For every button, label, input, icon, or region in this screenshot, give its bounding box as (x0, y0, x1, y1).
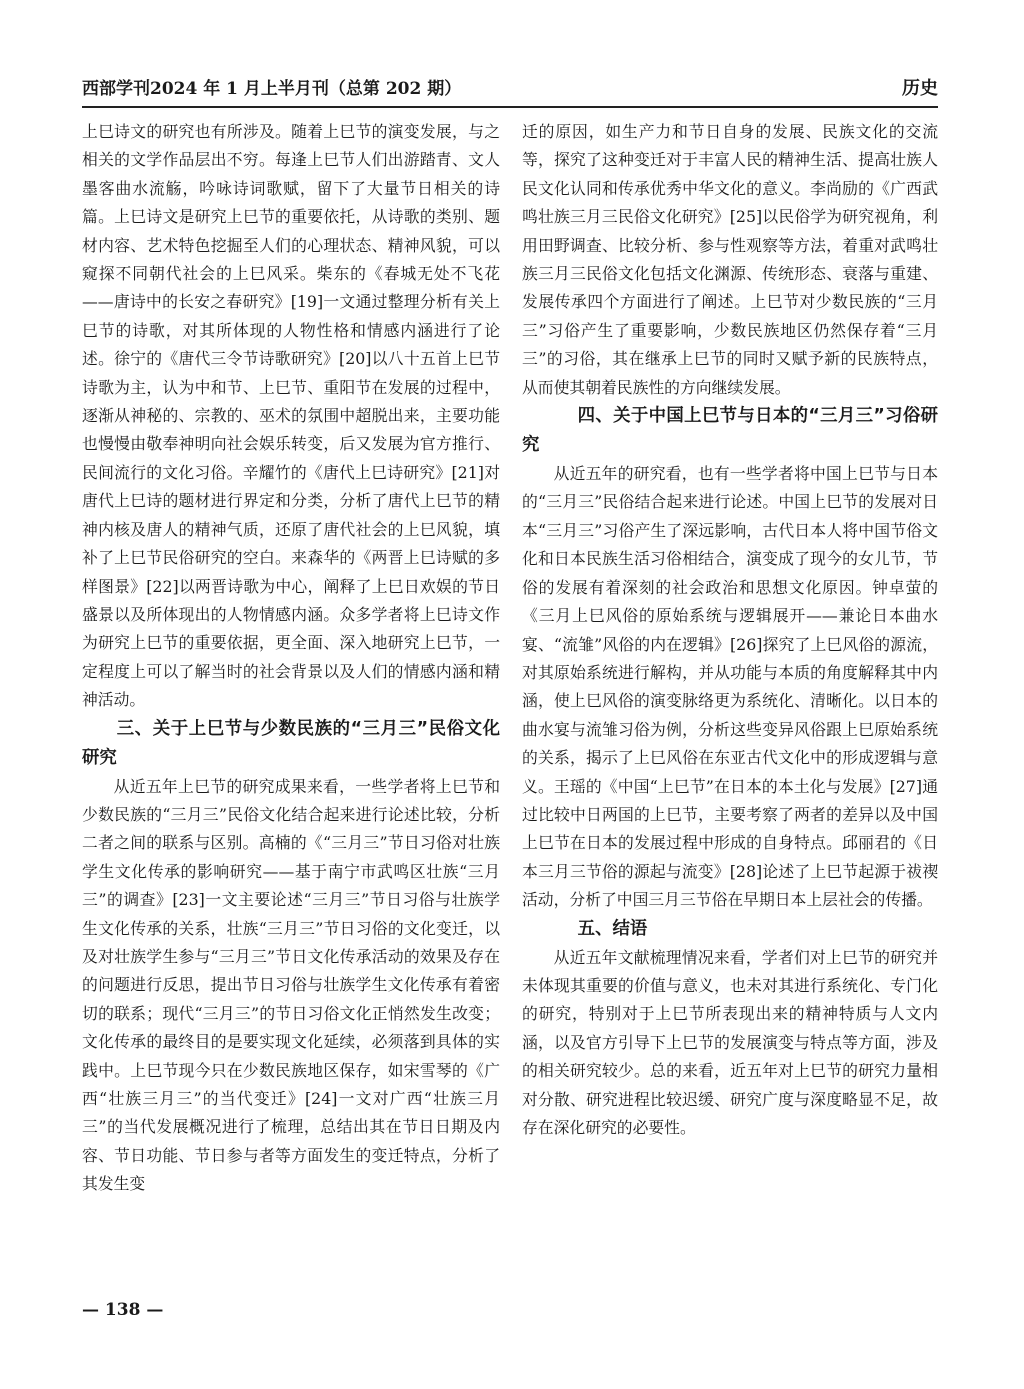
journal-issue-line (82, 74, 461, 99)
issue-info: 2024 年 1 月上半月刊（总第 202 期） (150, 79, 462, 99)
paragraph: 从近五年文献梳理情况来看，学者们对上巳节的研究并未体现其重要的价值与意义，也未对其进行系统化、专门化的研究，特别对于上巳节所表现出来的精神特质与人文内涵，以及官方引导下上巳节的发展演变与特点等方面，涉及的相关研究较少。总的来看，近五年对上巳节的研究力量相对分散、研究进程比较迟缓、研究广度与深度略显不足，故存在深化研究的必要性。 (522, 947, 938, 1137)
left-column (82, 118, 500, 1199)
paragraph: 从近五年上巳节的研究成果来看，一些学者将上巳节和少数民族的“三月三”民俗文化结合起来进行论述比较，分析二者之间的联系与区别。高楠的《“三月三”节日习俗对壮族学生文化传承的影响研究——基于南宁市武鸣区壮族“三月三”的调查》[23]一文主要论述“三月三”节日习俗与壮族学生文化传承的关系，壮族“三月三”节日习俗的文化变迁，以及对壮族学生参与“三月三”节日文化传承活动的效果及存在的问题进行反思，提出节日习俗与壮族学生文化传承有着密切的联系；现代“三月三”的节日习俗文化正悄然发生改变；文化传承的最终目的是要实现文化延续，必须落到具体的实践中。上巳节现今只在少数民族地区保存，如宋雪琴的《广西“壮族三月三”的当代变迁》[24]一文对广西“壮族三月三”的当代发展概况进行了梳理，总结出其在节日日期及内容、节日功能、节日参与者等方面发生的变迁特点，分析了其发生变 (82, 776, 500, 1194)
section-name: 历史 (902, 78, 938, 99)
paragraph: 上巳诗文的研究也有所涉及。随着上巳节的演变发展，与之相关的文学作品层出不穷。每逢上巳节人们出游踏青、文人墨客曲水流觞，吟咏诗词歌赋，留下了大量节日相关的诗篇。上巳诗文是研究上巳节的重要依托，从诗歌的类别、题材内容、艺术特色挖掘至人们的心理状态、精神风貌，可以窥探不同朝代社会的上巳风采。柴东的《春城无处不飞花——唐诗中的长安之春研究》[19]一文通过整理分析有关上巳节的诗歌，对其所体现的人物性格和情感内涵进行了论述。徐宁的《唐代三令节诗歌研究》[20]以八十五首上巳节诗歌为主，认为中和节、上巳节、重阳节在发展的过程中，逐渐从神秘的、宗教的、巫术的氛围中超脱出来，主要功能也慢慢由敬奉神明向社会娱乐转变，后又发展为官方推行、民间流行的文化习俗。辛耀竹的《唐代上巳诗研究》[21]对唐代上巳诗的题材进行界定和分类，分析了唐代上巳节的精神内核及唐人的精神气质，还原了唐代社会的上巳风貌，填补了上巳节民俗研究的空白。来森华的《两晋上巳诗赋的多样图景》[22]以两晋诗歌为中心，阐释了上巳日欢娱的节日盛景以及所体现出的人物情感内涵。众多学者将上巳诗文作为研究上巳节的重要依据，更全面、深入地研究上巳节，一定程度上可以了解当时的社会背景以及人们的情感内涵和精神活动。 (82, 122, 500, 710)
running-header (82, 74, 938, 108)
section-heading-5: 五、结语 (577, 918, 648, 939)
section-heading-4: 四、关于中国上巳节与日本的“三月三”习俗研究 (522, 406, 938, 456)
paragraph: 从近五年的研究看，也有一些学者将中国上巳节与日本的“三月三”民俗结合起来进行论述。中国上巳节的发展对日本“三月三”习俗产生了深远影响，古代日本人将中国节俗文化和日本民族生活习俗相结合，演变成了现今的女儿节，节俗的发展有着深刻的社会政治和思想文化原因。钟卓萤的《三月上巳风俗的原始系统与逻辑展开——兼论日本曲水宴、“流雏”风俗的内在逻辑》[26]探究了上巳风俗的源流，对其原始系统进行解构，并从功能与本质的角度解释其中内涵，使上巳风俗的演变脉络更为系统化、清晰化。以日本的曲水宴与流雏习俗为例，分析这些变异风俗跟上巳原始系统的关系，揭示了上巳风俗在东亚古代文化中的形成逻辑与意义。王瑶的《中国“上巳节”在日本的本土化与发展》[27]通过比较中日两国的上巳节，主要考察了两者的差异以及中国上巳节在日本的发展过程中形成的自身特点。邱丽君的《日本三月三节俗的源起与流变》[28]论述了上巳节起源于祓禊活动，分析了中国三月三节俗在早期日本上层社会的传播。 (522, 464, 938, 910)
journal-logo: 西部学刊 (82, 79, 150, 99)
page-number: — 138 — (82, 1300, 164, 1320)
section-heading-3: 三、关于上巳节与少数民族的“三月三”民俗文化研究 (82, 718, 500, 768)
right-column (522, 118, 938, 1142)
paragraph: 迁的原因，如生产力和节日自身的发展、民族文化的交流等，探究了这种变迁对于丰富人民的精神生活、提高壮族人民文化认同和传承优秀中华文化的意义。李尚励的《广西武鸣壮族三月三民俗文化研究》[25]以民俗学为研究视角，利用田野调查、比较分析、参与性观察等方法，着重对武鸣壮族三月三民俗文化包括文化渊源、传统形态、衰落与重建、发展传承四个方面进行了阐述。上巳节对少数民族的“三月三”习俗产生了重要影响，少数民族地区仍然保存着“三月三”的习俗，其在继承上巳节的同时又赋予新的民族特点，从而使其朝着民族性的方向继续发展。 (522, 122, 938, 397)
